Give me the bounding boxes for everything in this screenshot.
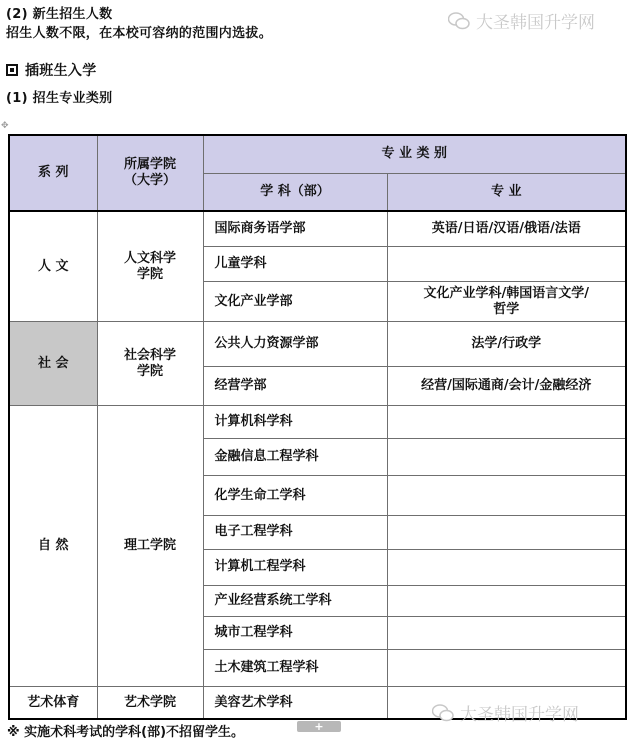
header-major: 专 业 [387,173,626,211]
major-cell: 法学/行政学 [387,322,626,366]
watermark-text: 大圣韩国升学网 [476,13,595,33]
major-cell: 英语/日语/汉语/俄语/法语 [387,211,626,246]
intro-line-4: (1) 招生专业类别 [6,91,113,106]
series-cell: 艺术体育 [9,687,97,719]
section-title [6,60,97,80]
department-cell: 金融信息工程学科 [203,438,387,475]
major-category-table [8,134,627,720]
major-cell: 经营/国际通商/会计/金融经济 [387,366,626,405]
major-cell [387,549,626,585]
college-cell: 人文科学 学院 [97,211,203,322]
major-cell [387,650,626,687]
major-cell [387,616,626,649]
major-cell [387,247,626,282]
major-cell: 文化产业学科/韩国语言文学/ 哲学 [387,282,626,322]
major-cell [387,438,626,475]
major-cell [387,476,626,516]
table-row [9,405,626,438]
section-title-text: 插班生入学 [25,63,97,79]
intro-line-1: (2) 新生招生人数 [6,7,113,22]
wechat-icon [448,12,470,30]
square-bullet-icon [6,64,18,76]
expand-button[interactable]: + [297,721,341,732]
watermark-text: 大圣韩国升学网 [460,705,579,725]
department-cell: 文化产业学部 [203,282,387,322]
college-cell: 艺术学院 [97,687,203,719]
department-cell: 计算机工程学科 [203,549,387,585]
header-college: 所属学院 （大学） [97,135,203,211]
department-cell: 儿童学科 [203,247,387,282]
department-cell: 美容艺术学科 [203,687,387,719]
table-row [9,322,626,366]
watermark-top [448,8,595,33]
department-cell: 公共人力资源学部 [203,322,387,366]
header-series: 系 列 [9,135,97,211]
wechat-icon [432,704,454,722]
department-cell: 化学生命工学科 [203,476,387,516]
table-body [9,135,626,719]
major-cell [387,585,626,616]
department-cell: 产业经营系统工学科 [203,585,387,616]
header-department: 学 科（部） [203,173,387,211]
department-cell: 土木建筑工程学科 [203,650,387,687]
department-cell: 城市工程学科 [203,616,387,649]
footnote: ※ 实施术科考试的学科(部)不招留学生。 [7,725,245,740]
header-row [9,135,626,173]
series-cell: 自 然 [9,405,97,686]
series-cell: 人 文 [9,211,97,322]
series-cell: 社 会 [9,322,97,405]
major-cell [387,405,626,438]
watermark-bottom [432,700,579,725]
table-anchor-icon[interactable]: ✥ [1,121,9,131]
department-cell: 计算机科学科 [203,405,387,438]
intro-line-2: 招生人数不限，在本校可容纳的范围内选拔。 [6,26,273,41]
department-cell: 国际商务语学部 [203,211,387,246]
department-cell: 电子工程学科 [203,516,387,549]
department-cell: 经营学部 [203,366,387,405]
college-cell: 社会科学 学院 [97,322,203,405]
college-cell: 理工学院 [97,405,203,686]
header-category: 专 业 类 别 [203,135,626,173]
table-row [9,211,626,246]
major-cell [387,516,626,549]
